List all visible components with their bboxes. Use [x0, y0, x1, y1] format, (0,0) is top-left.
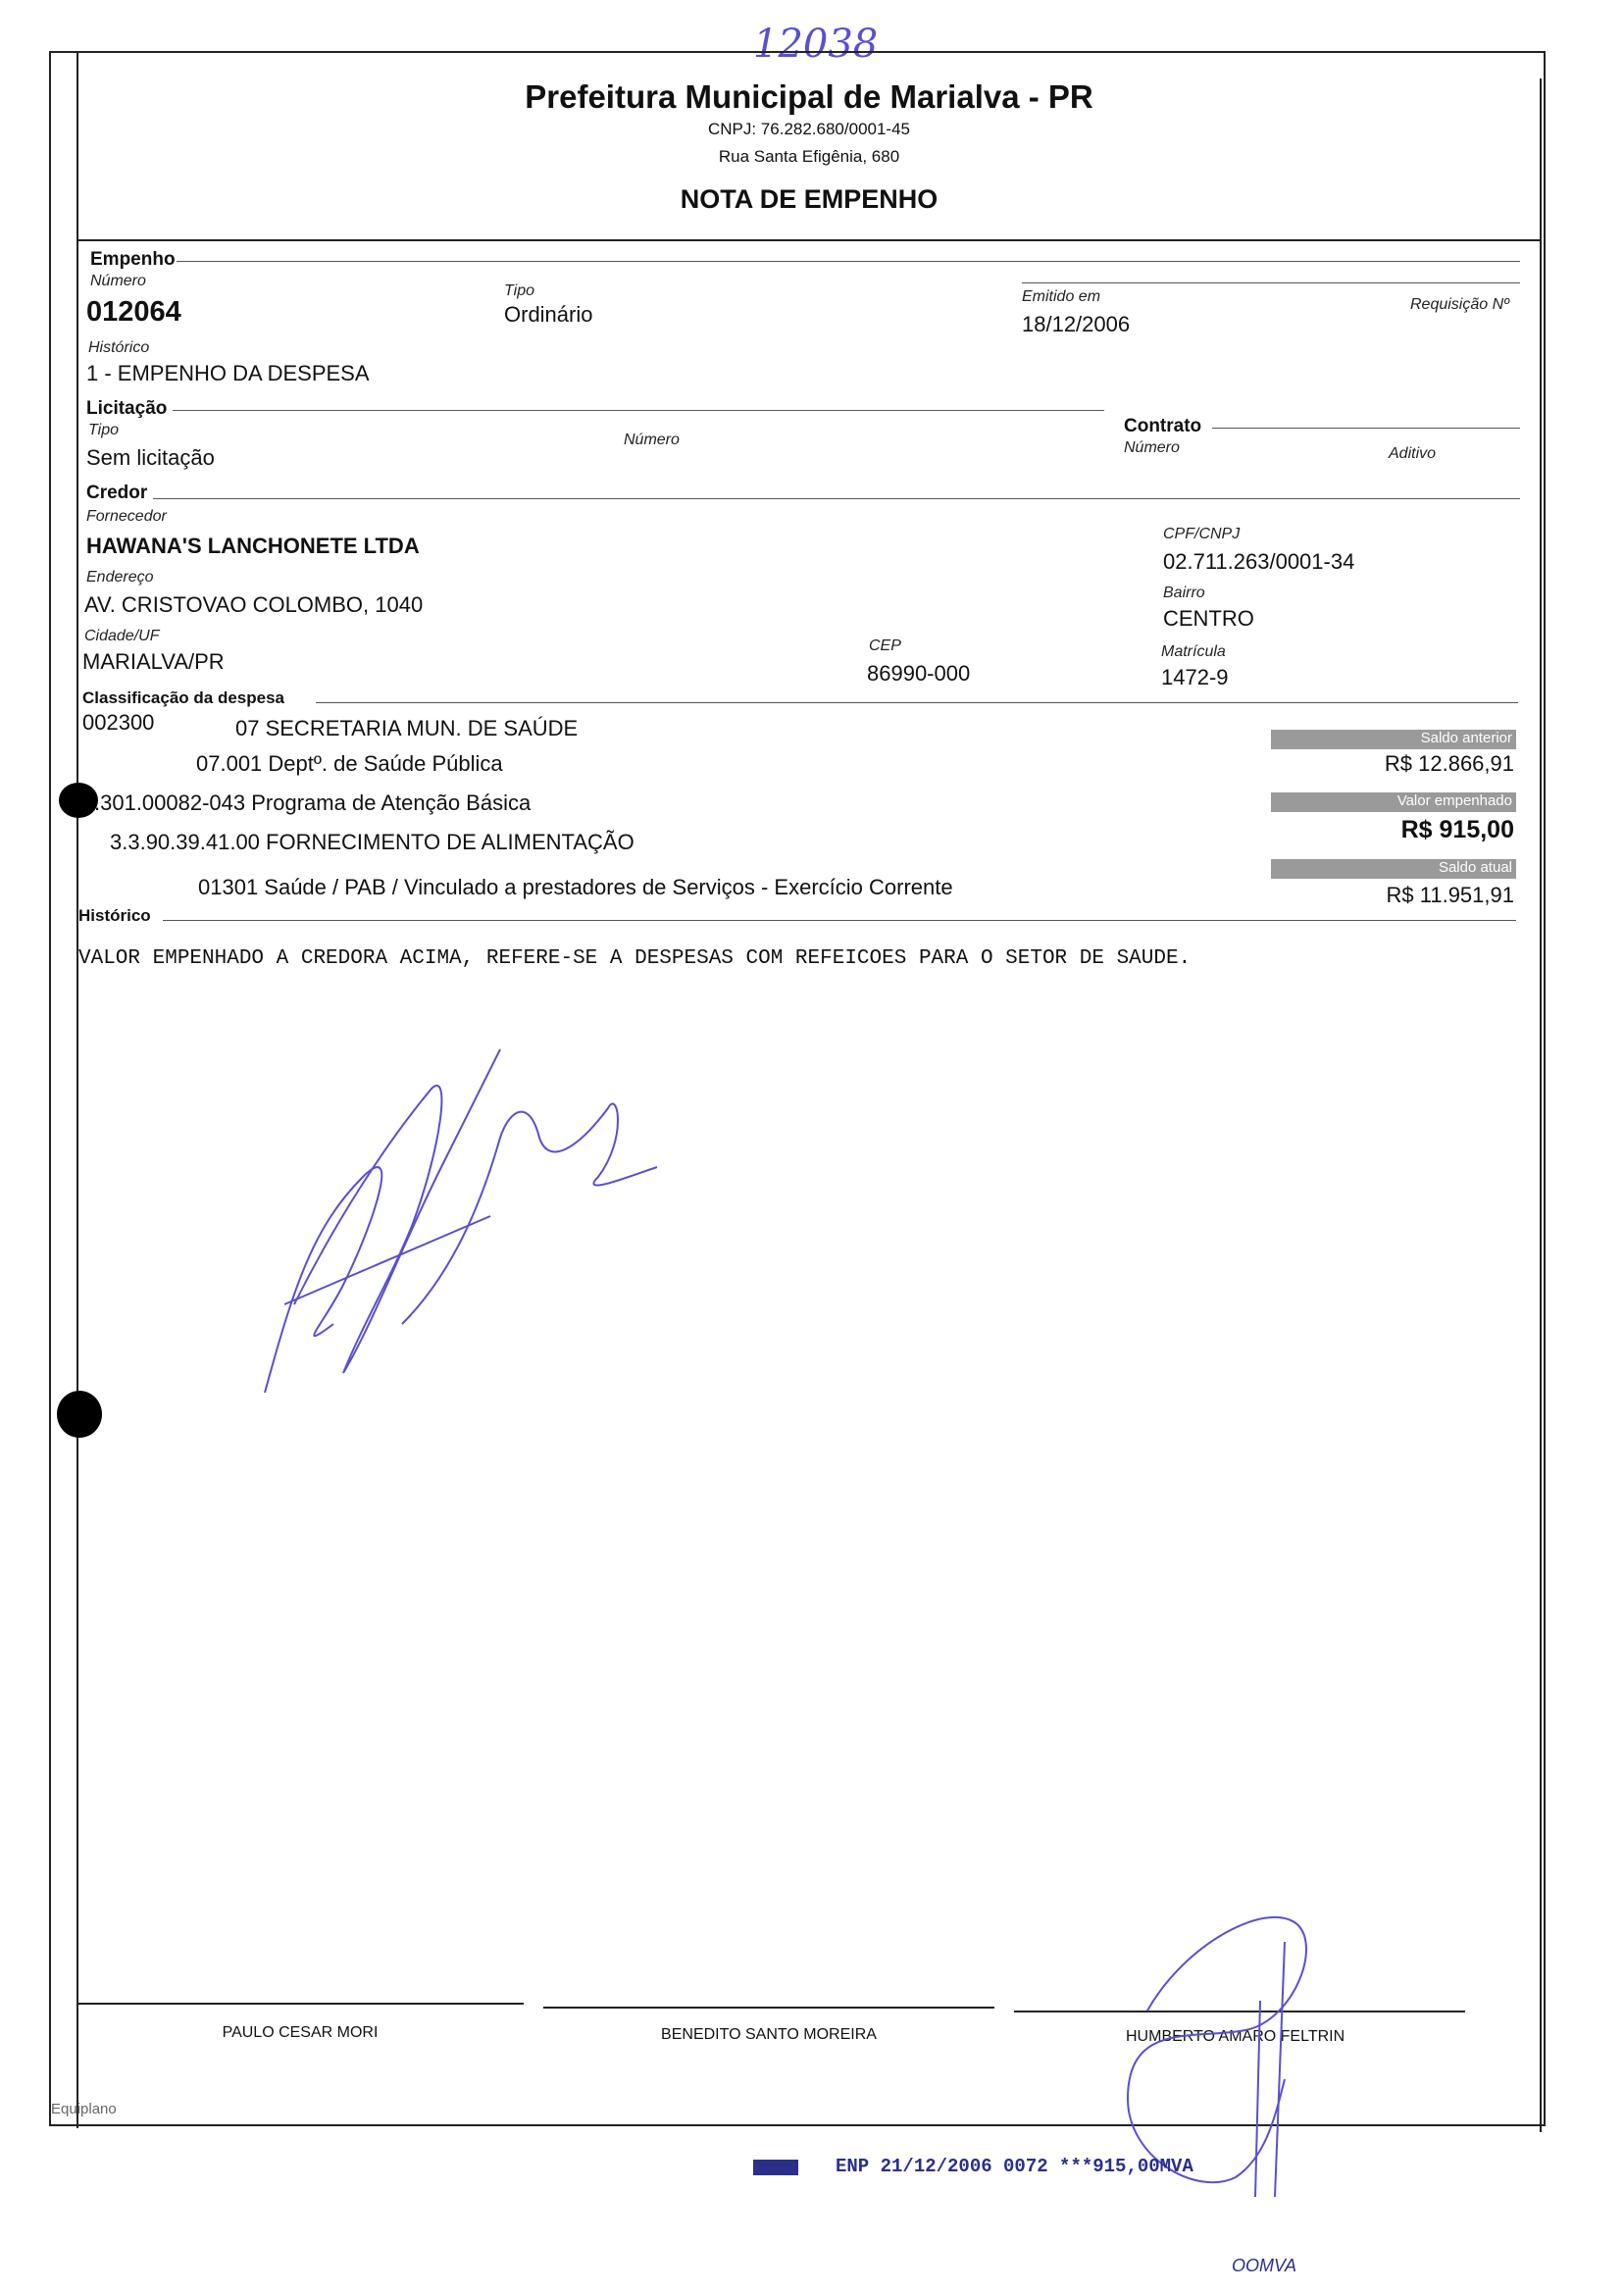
empenho-rule-right: [1022, 282, 1520, 283]
valor-empenhado-value: R$ 915,00: [1400, 816, 1514, 843]
signatory-2: BENEDITO SANTO MOREIRA: [661, 2026, 877, 2043]
matricula-label: Matrícula: [1161, 643, 1226, 660]
signatory-3: HUMBERTO AMARO FELTRIN: [1126, 2028, 1345, 2045]
licitacao-numero-label: Número: [624, 432, 680, 448]
bank-stamp: [836, 2156, 1193, 2177]
classificacao-line-4: 3.3.90.39.41.00 FORNECIMENTO DE ALIMENTAÇÃO: [110, 830, 634, 854]
empenho-historico-label: Histórico: [88, 339, 150, 356]
section-historico-rule: [163, 920, 1516, 921]
emitido-date: 18/12/2006: [1022, 312, 1131, 336]
empenho-tipo-label: Tipo: [504, 282, 534, 299]
footer-software: Equiplano: [51, 2101, 117, 2117]
frame-outer-left: [76, 51, 78, 2128]
frame-outer-right: [1540, 78, 1542, 2132]
saldo-anterior-value: R$ 12.866,91: [1384, 751, 1514, 776]
emitido-label: Emitido em: [1022, 288, 1101, 305]
section-contrato-rule: [1212, 428, 1520, 429]
licitacao-tipo-label: Tipo: [88, 422, 119, 438]
classificacao-line-3: .301.00082-043 Programa de Atenção Básica: [94, 790, 532, 815]
section-classificacao-rule: [316, 702, 1518, 703]
cidade-value: MARIALVA/PR: [82, 649, 225, 674]
empenho-numero-label: Número: [90, 273, 146, 289]
bairro-label: Bairro: [1163, 585, 1205, 601]
section-credor: Credor: [86, 483, 148, 503]
fornecedor-label: Fornecedor: [86, 508, 167, 525]
endereco-label: Endereço: [86, 569, 154, 586]
cep-label: CEP: [869, 637, 901, 654]
classificacao-line-2: 07.001 Deptº. de Saúde Pública: [196, 751, 503, 776]
contrato-aditivo-label: Aditivo: [1389, 445, 1437, 462]
licitacao-tipo: Sem licitação: [86, 445, 215, 470]
classificacao-line-1: 07 SECRETARIA MUN. DE SAÚDE: [235, 716, 579, 740]
punch-hole-mark: [59, 783, 98, 818]
classificacao-line-5: 01301 Saúde / PAB / Vinculado a prestadores de Serviços - Exercício Corrente: [198, 875, 953, 899]
section-contrato: Contrato: [1124, 416, 1202, 436]
address-line: Rua Santa Efigênia, 680: [718, 147, 900, 166]
section-licitacao-rule: [173, 410, 1104, 411]
header-divider: [76, 239, 1542, 241]
valor-empenhado-label: Valor empenhado: [1271, 792, 1516, 812]
bank-stamp-text: ENP 21/12/2006 0072 ***915,00: [836, 2156, 1160, 2177]
requisicao-label: Requisição Nº: [1410, 296, 1509, 313]
empenho-numero: 012064: [86, 296, 181, 328]
saldo-atual-value: R$ 11.951,91: [1386, 883, 1514, 907]
matricula-value: 1472-9: [1161, 665, 1229, 689]
section-empenho: Empenho: [90, 249, 176, 270]
corner-stamp: OOMVA: [1232, 2256, 1297, 2275]
cpf-cnpj-value: 02.711.263/0001-34: [1163, 549, 1355, 574]
cpf-cnpj-label: CPF/CNPJ: [1163, 526, 1241, 542]
municipality-title: Prefeitura Municipal de Marialva - PR: [525, 78, 1093, 115]
bank-stamp-suffix: MVA: [1159, 2156, 1193, 2177]
doc-title: NOTA DE EMPENHO: [680, 184, 939, 214]
section-empenho-rule: [177, 261, 1520, 262]
historico-text: VALOR EMPENHADO A CREDORA ACIMA, REFERE-SE A DESPESAS COM REFEICOES PARA O SETOR DE SAUDE.: [78, 947, 1192, 970]
handwritten-page-number: 12038: [753, 22, 879, 67]
section-licitacao: Licitação: [86, 398, 168, 419]
section-historico: Histórico: [78, 906, 151, 925]
handwritten-signature: [255, 1030, 667, 1402]
section-classificacao: Classificação da despesa: [82, 688, 285, 707]
fornecedor-name: HAWANA'S LANCHONETE LTDA: [86, 534, 420, 558]
endereco-value: AV. CRISTOVAO COLOMBO, 1040: [84, 592, 424, 617]
punch-hole-mark-lower: [57, 1391, 102, 1438]
section-credor-rule: [153, 498, 1520, 499]
handwritten-signature-2: [1098, 1903, 1353, 2197]
bairro-value: CENTRO: [1163, 606, 1254, 631]
bank-stamp-logo: [753, 2160, 798, 2175]
classificacao-code: 002300: [82, 710, 155, 735]
cidade-label: Cidade/UF: [84, 628, 160, 644]
signature-line-2: [543, 2007, 994, 2009]
saldo-atual-label: Saldo atual: [1271, 859, 1516, 879]
saldo-anterior-label: Saldo anterior: [1271, 730, 1516, 749]
cep-value: 86990-000: [867, 661, 971, 686]
signatory-1: PAULO CESAR MORI: [222, 2024, 379, 2041]
cnpj-line: CNPJ: 76.282.680/0001-45: [707, 120, 911, 138]
empenho-tipo: Ordinário: [504, 302, 593, 327]
empenho-historico: 1 - EMPENHO DA DESPESA: [86, 361, 370, 385]
signature-line-1: [76, 2003, 524, 2005]
contrato-numero-label: Número: [1124, 439, 1180, 456]
